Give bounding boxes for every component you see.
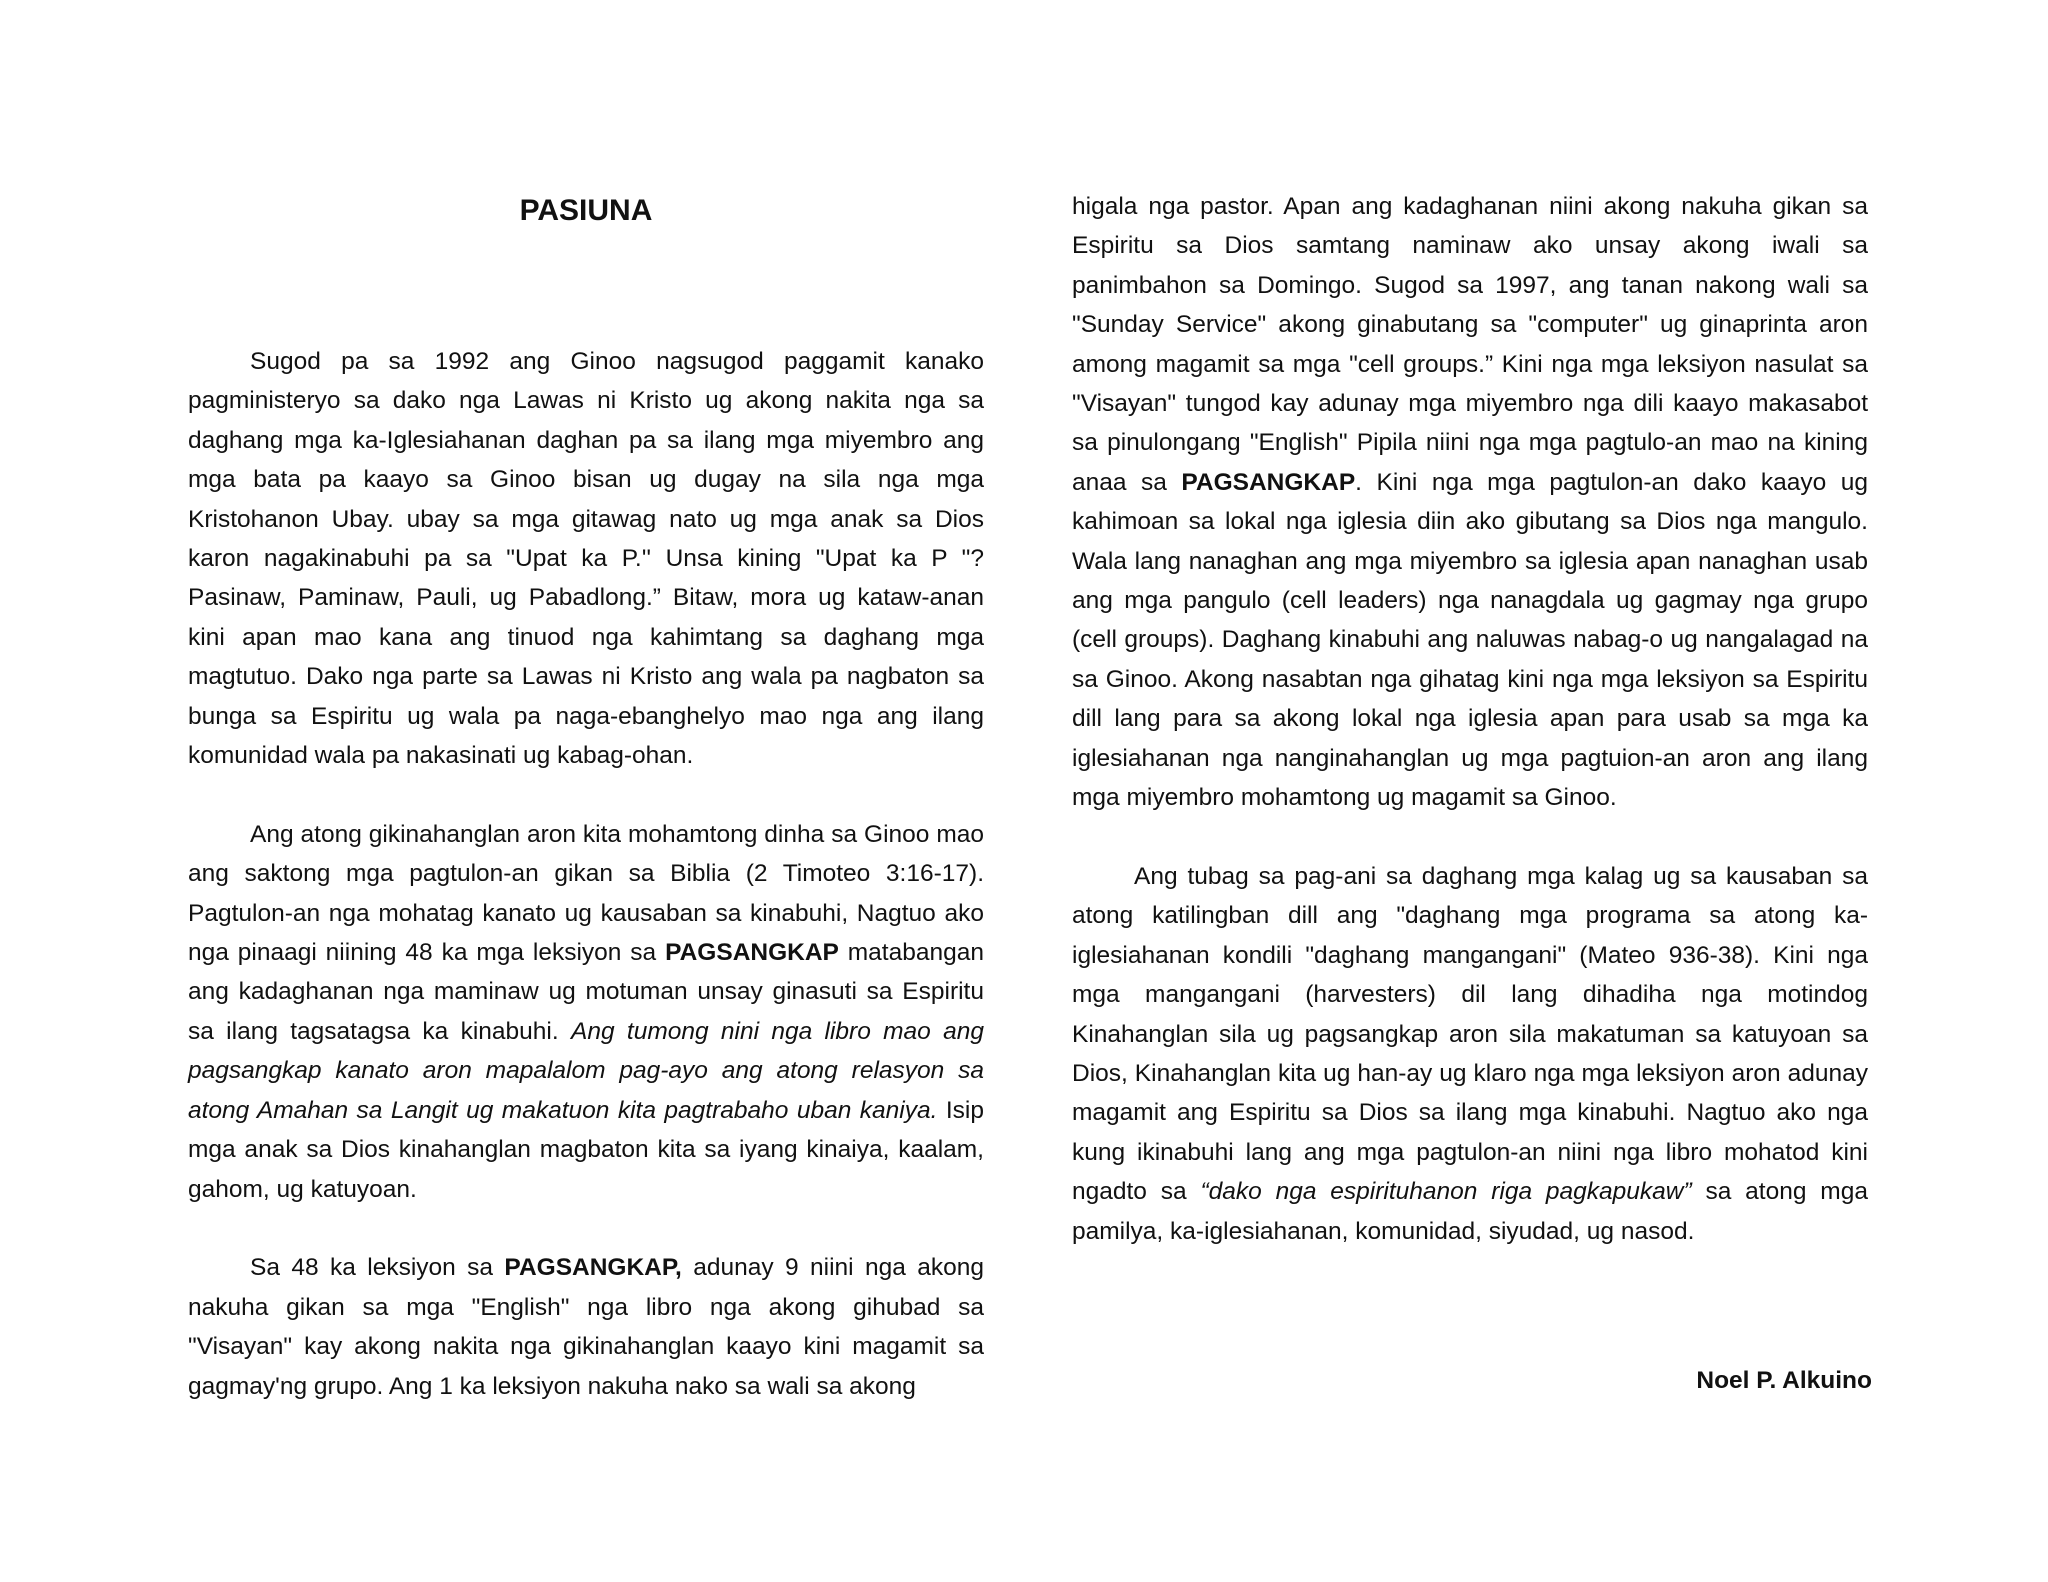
pagsangkap-bold: PAGSANGKAP xyxy=(665,939,839,967)
paragraph-2-text-b: matabangan ang kadaghanan nga maminaw ug motuman unsay ginasuti sa Espiritu sa ilang tagsatagsa ka kinabuhi. xyxy=(188,939,984,1045)
paragraph-3-text-a: Sa 48 ka leksiyon sa xyxy=(250,1254,505,1282)
paragraph-5-italic: “dako nga espirituhanon riga pagkapukaw” xyxy=(1200,1178,1692,1206)
paragraph-3-text-b: adunay 9 niini nga akong nakuha gikan sa mga "English" nga libro nga akong gihubad sa "Visayan" kay akong nakita nga gikinahanglan kaayo kini magamit sa gagmay'ng grupo. Ang 1 ka leksiyon nakuha nako sa wali sa akong xyxy=(188,1254,984,1400)
paragraph-2-text-a: Ang atong gikinahanglan aron kita mohamtong dinha sa Ginoo mao ang saktong mga pagtulon-an gikan sa Biblia (2 Timoteo 3:16-17). Pagtulon-an nga mohatag kanato ug kausaban sa kinabuhi, Nagtuo ako nga pinaagi niining 48 ka mga leksiyon sa xyxy=(188,820,984,967)
paragraph-4 xyxy=(1072,187,1868,818)
paragraph-1 xyxy=(188,342,984,775)
author-signature: Noel P. Alkuino xyxy=(1696,1367,1872,1394)
right-column xyxy=(1072,0,1868,1251)
pagsangkap-bold-2: PAGSANGKAP, xyxy=(504,1254,682,1282)
paragraph-1-text: Sugod pa sa 1992 ang Ginoo nagsugod paggamit kanako pagministeryo sa dako nga Lawas ni Kristo ug akong nakita nga sa daghang mga ka-Iglesiahanan daghan pa sa ilang mga miyembro ang mga bata pa kaayo sa Ginoo bisan ug dugay na sila nga mga Kristohanon Ubay. ubay sa mga gitawag nato ug mga anak sa Dios karon nagakinabuhi pa sa "Upat ka P.'' Unsa kining "Upat ka P "? Pasinaw, Paminaw, Pauli, ug Pabadlong.” Bitaw, mora ug kataw-anan kini apan mao kana ang tinuod nga kahimtang sa daghang mga magtutuo. Dako nga parte sa Lawas ni Kristo ang wala pa nagbaton sa bunga sa Espiritu ug wala pa naga-ebanghelyo mao nga ang ilang komunidad wala pa nakasinati ug kabag-ohan. xyxy=(188,348,984,770)
paragraph-4-text-a: higala nga pastor. Apan ang kadaghanan niini akong nakuha gikan sa Espiritu sa Dios samtang naminaw ako unsay akong iwali sa panimbahon sa Domingo. Sugod sa 1997, ang tanan nakong wali sa "Sunday Service" akong ginabutang sa "computer" ug ginaprinta aron among magamit sa mga "cell groups.” Kini nga mga leksiyon nasulat sa "Visayan" tungod kay adunay mga miyembro nga dili kaayo makasabot sa pinulongang "English" Pipila niini nga mga pagtulo-an mao na kining anaa sa xyxy=(1072,193,1868,496)
paragraph-4-text-b: . Kini nga mga pagtulon-an dako kaayo ug kahimoan sa lokal nga iglesia diin ako gibutang sa Dios nga mangulo. Wala lang nanaghan ang mga miyembro sa iglesia apan nanaghan usab ang mga pangulo (cell leaders) nga nanagdala ug gagmay nga grupo (cell groups). Daghang kinabuhi ang naluwas nabag-o ug nangalagad na sa Ginoo. Akong nasabtan nga gihatag kini nga mga leksiyon sa Espiritu dill lang para sa akong lokal nga iglesia apan para usab sa mga ka iglesiahanan nga nanginahanglan ug mga pagtuion-an aron ang ilang mga miyembro mohamtong ug magamit sa Ginoo. xyxy=(1072,468,1868,812)
paragraph-5 xyxy=(1072,857,1868,1251)
paragraph-2 xyxy=(188,815,984,1209)
paragraph-5-text-b: sa atong mga pamilya, ka-iglesiahanan, komunidad, siyudad, ug nasod. xyxy=(1072,1178,1868,1245)
left-column xyxy=(188,0,984,1406)
paragraph-2-italic: Ang tumong nini nga libro mao ang pagsangkap kanato aron mapalalom pag-ayo ang atong relasyon sa atong Amahan sa Langit ug makatuon kita pagtrabaho uban kaniya. xyxy=(188,1017,984,1124)
paragraph-2-text-c: Isip mga anak sa Dios kinahanglan magbaton kita sa iyang kinaiya, kaalam, gahom, ug katuyoan. xyxy=(188,1096,984,1203)
pagsangkap-bold-3: PAGSANGKAP xyxy=(1181,468,1356,496)
paragraph-3 xyxy=(188,1248,984,1406)
page-title: PASIUNA xyxy=(519,194,653,227)
paragraph-5-text-a: Ang tubag sa pag-ani sa daghang mga kalag ug sa kausaban sa atong katilingban dill ang "daghang mga programa sa atong ka-iglesiahanan kondili "daghang mangangani" (Mateo 936-38). Kini nga mga mangangani (harvesters) dil lang dihadiha nga motindog Kinahanglan sila ug pagsangkap aron sila makatuman sa katuyoan sa Dios, Kinahanglan kita ug han-ay ug klaro nga mga leksiyon aron adunay magamit ang Espiritu sa Dios sa ilang mga kinabuhi. Nagtuo ako nga kung ikinabuhi lang ang mga pagtulon-an niini nga libro mohatod kini ngadto sa xyxy=(1072,862,1868,1206)
